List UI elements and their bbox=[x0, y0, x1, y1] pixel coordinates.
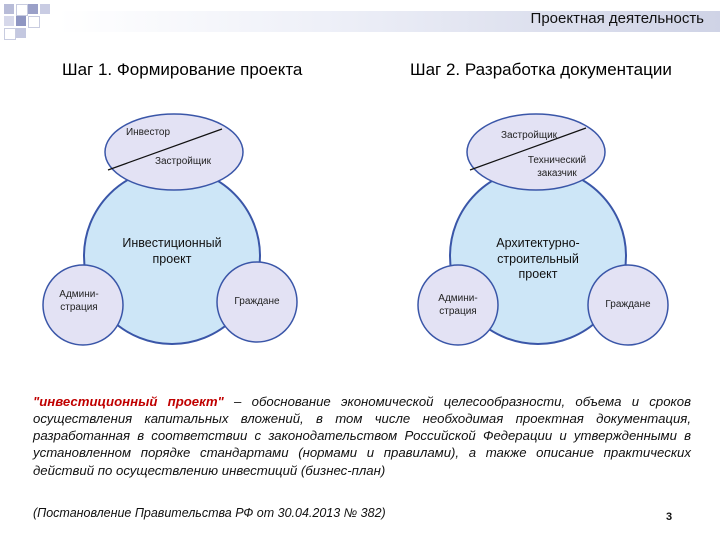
d2-citizens-label: Граждане bbox=[605, 299, 651, 310]
page-number: 3 bbox=[666, 511, 673, 523]
page-title: Проектная деятельность bbox=[530, 10, 704, 27]
d1-administration-label: Админи-страция bbox=[59, 289, 99, 313]
d2-developer-label: Застройщик bbox=[500, 130, 558, 141]
d2-center-label: Архитектурно-строительный проект bbox=[496, 236, 580, 282]
d1-top-ellipse bbox=[105, 114, 243, 190]
d1-citizens-label: Граждане bbox=[234, 296, 280, 307]
step-1-heading: Шаг 1. Формирование проекта bbox=[62, 60, 303, 79]
d2-administration-label: Админи-страция bbox=[438, 293, 478, 317]
d1-developer-label: Застройщик bbox=[154, 156, 212, 167]
definition-text bbox=[33, 393, 691, 479]
d2-technical-customer-label: Технический заказчик bbox=[527, 155, 587, 179]
definition-body: – обоснование экономической целесообразности, объема и сроков осуществления капитальных вложений, в том числе необходимая проектная документация, разработанная в соответствии с законодательством Российской Федерации и утвержденными в установленном порядке стандартами (нормами и правилами), а также описание практических действий по осуществлению инвестиций (бизнес-план) bbox=[33, 394, 691, 478]
step-2-heading: Шаг 2. Разработка документации bbox=[410, 60, 672, 79]
definition-term: "инвестиционный проект" bbox=[33, 394, 224, 409]
d1-center-label: Инвестиционный проект bbox=[122, 236, 222, 266]
d1-investor-label: Инвестор bbox=[125, 127, 171, 138]
definition-source: (Постановление Правительства РФ от 30.04.2013 № 382) bbox=[33, 506, 386, 520]
